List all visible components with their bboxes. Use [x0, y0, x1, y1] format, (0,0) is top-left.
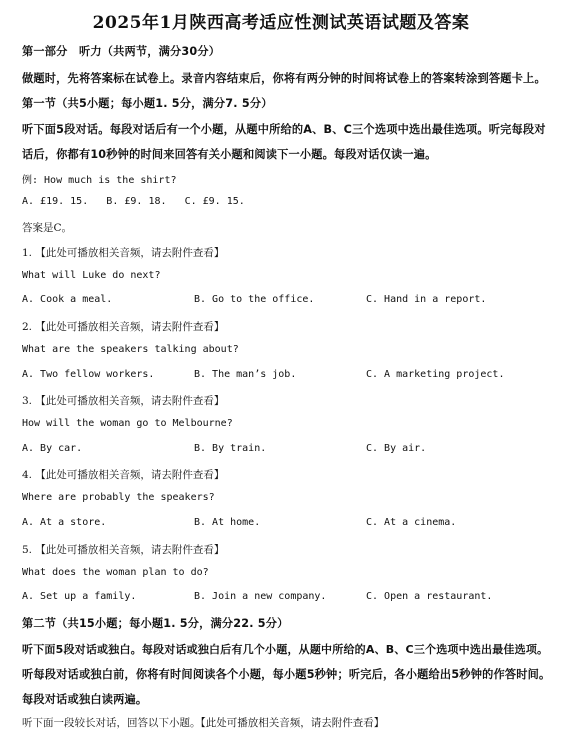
- example-answer: 答案是C。: [22, 222, 73, 234]
- question-3-text: How will the woman go to Melbourne?: [22, 418, 233, 429]
- part1-heading: 第一部分 听力（共两节，满分30分）: [22, 45, 221, 58]
- question-4-option-a: A. At a store.: [22, 517, 107, 528]
- section2-instructions-line3: 每段对话或独白读两遍。: [22, 693, 148, 706]
- section2-instructions-line1: 听下面5段对话或独白。每段对话或独白后有几个小题，从题中所给的A、B、C三个选项中选出最佳选项。: [22, 643, 549, 656]
- example-option-b: B. £9. 18.: [106, 196, 167, 207]
- question-1-option-a: A. Cook a meal.: [22, 294, 113, 305]
- question-1-option-c: C. Hand in a report.: [366, 294, 487, 305]
- example-question: 例: How much is the shirt?: [22, 175, 177, 186]
- question-2-audio-label[interactable]: 2. 【此处可播放相关音频，请去附件查看】: [22, 321, 225, 333]
- document-title: 2025年1月陕西高考适应性测试英语试题及答案: [92, 13, 470, 33]
- question-2-option-c: C. A marketing project.: [366, 369, 505, 380]
- question-1-text: What will Luke do next?: [22, 270, 161, 281]
- question-1-audio-label[interactable]: 1. 【此处可播放相关音频，请去附件查看】: [22, 247, 225, 259]
- question-2-text: What are the speakers talking about?: [22, 344, 239, 355]
- question-3-audio-label[interactable]: 3. 【此处可播放相关音频，请去附件查看】: [22, 395, 225, 407]
- question-5-option-c: C. Open a restaurant.: [366, 591, 493, 602]
- question-3-option-c: C. By air.: [366, 443, 427, 454]
- section2-instructions-line2: 听每段对话或独白前，你将有时间阅读各个小题，每小题5秒钟；听完后，各小题给出5秒钟的作答时间。: [22, 668, 551, 681]
- section1-instructions-line2: 话后，你都有10秒钟的时间来回答有关小题和阅读下一小题。每段对话仅读一遍。: [22, 148, 437, 161]
- question-5-option-a: A. Set up a family.: [22, 591, 137, 602]
- question-4-text: Where are probably the speakers?: [22, 492, 215, 503]
- example-option-c: C. £9. 15.: [184, 196, 245, 207]
- question-4-option-b: B. At home.: [194, 517, 261, 528]
- section2-heading: 第二节（共15小题；每小题1. 5分，满分22. 5分）: [22, 617, 289, 630]
- example-option-a: A. £19. 15.: [22, 196, 89, 207]
- section1-instructions-line1: 听下面5段对话。每段对话后有一个小题，从题中所给的A、B、C三个选项中选出最佳选项。听完每段对: [22, 123, 546, 136]
- question-5-audio-label[interactable]: 5. 【此处可播放相关音频，请去附件查看】: [22, 544, 225, 556]
- question-3-option-a: A. By car.: [22, 443, 83, 454]
- question-4-option-c: C. At a cinema.: [366, 517, 457, 528]
- long-dialogue-prompt[interactable]: 听下面一段较长对话，回答以下小题。【此处可播放相关音频，请去附件查看】: [22, 717, 385, 729]
- question-5-text: What does the woman plan to do?: [22, 567, 209, 578]
- question-4-audio-label[interactable]: 4. 【此处可播放相关音频，请去附件查看】: [22, 469, 225, 481]
- intro-paragraph: 做题时，先将答案标在试卷上。录音内容结束后，你将有两分钟的时间将试卷上的答案转涂到答题卡上。: [22, 72, 546, 85]
- section1-heading: 第一节（共5小题；每小题1. 5分，满分7. 5分）: [22, 97, 273, 110]
- question-2-option-b: B. The man’s job.: [194, 369, 297, 380]
- question-1-option-b: B. Go to the office.: [194, 294, 315, 305]
- question-3-option-b: B. By train.: [194, 443, 267, 454]
- example-options: [22, 196, 245, 207]
- question-2-option-a: A. Two fellow workers.: [22, 369, 155, 380]
- question-5-option-b: B. Join a new company.: [194, 591, 327, 602]
